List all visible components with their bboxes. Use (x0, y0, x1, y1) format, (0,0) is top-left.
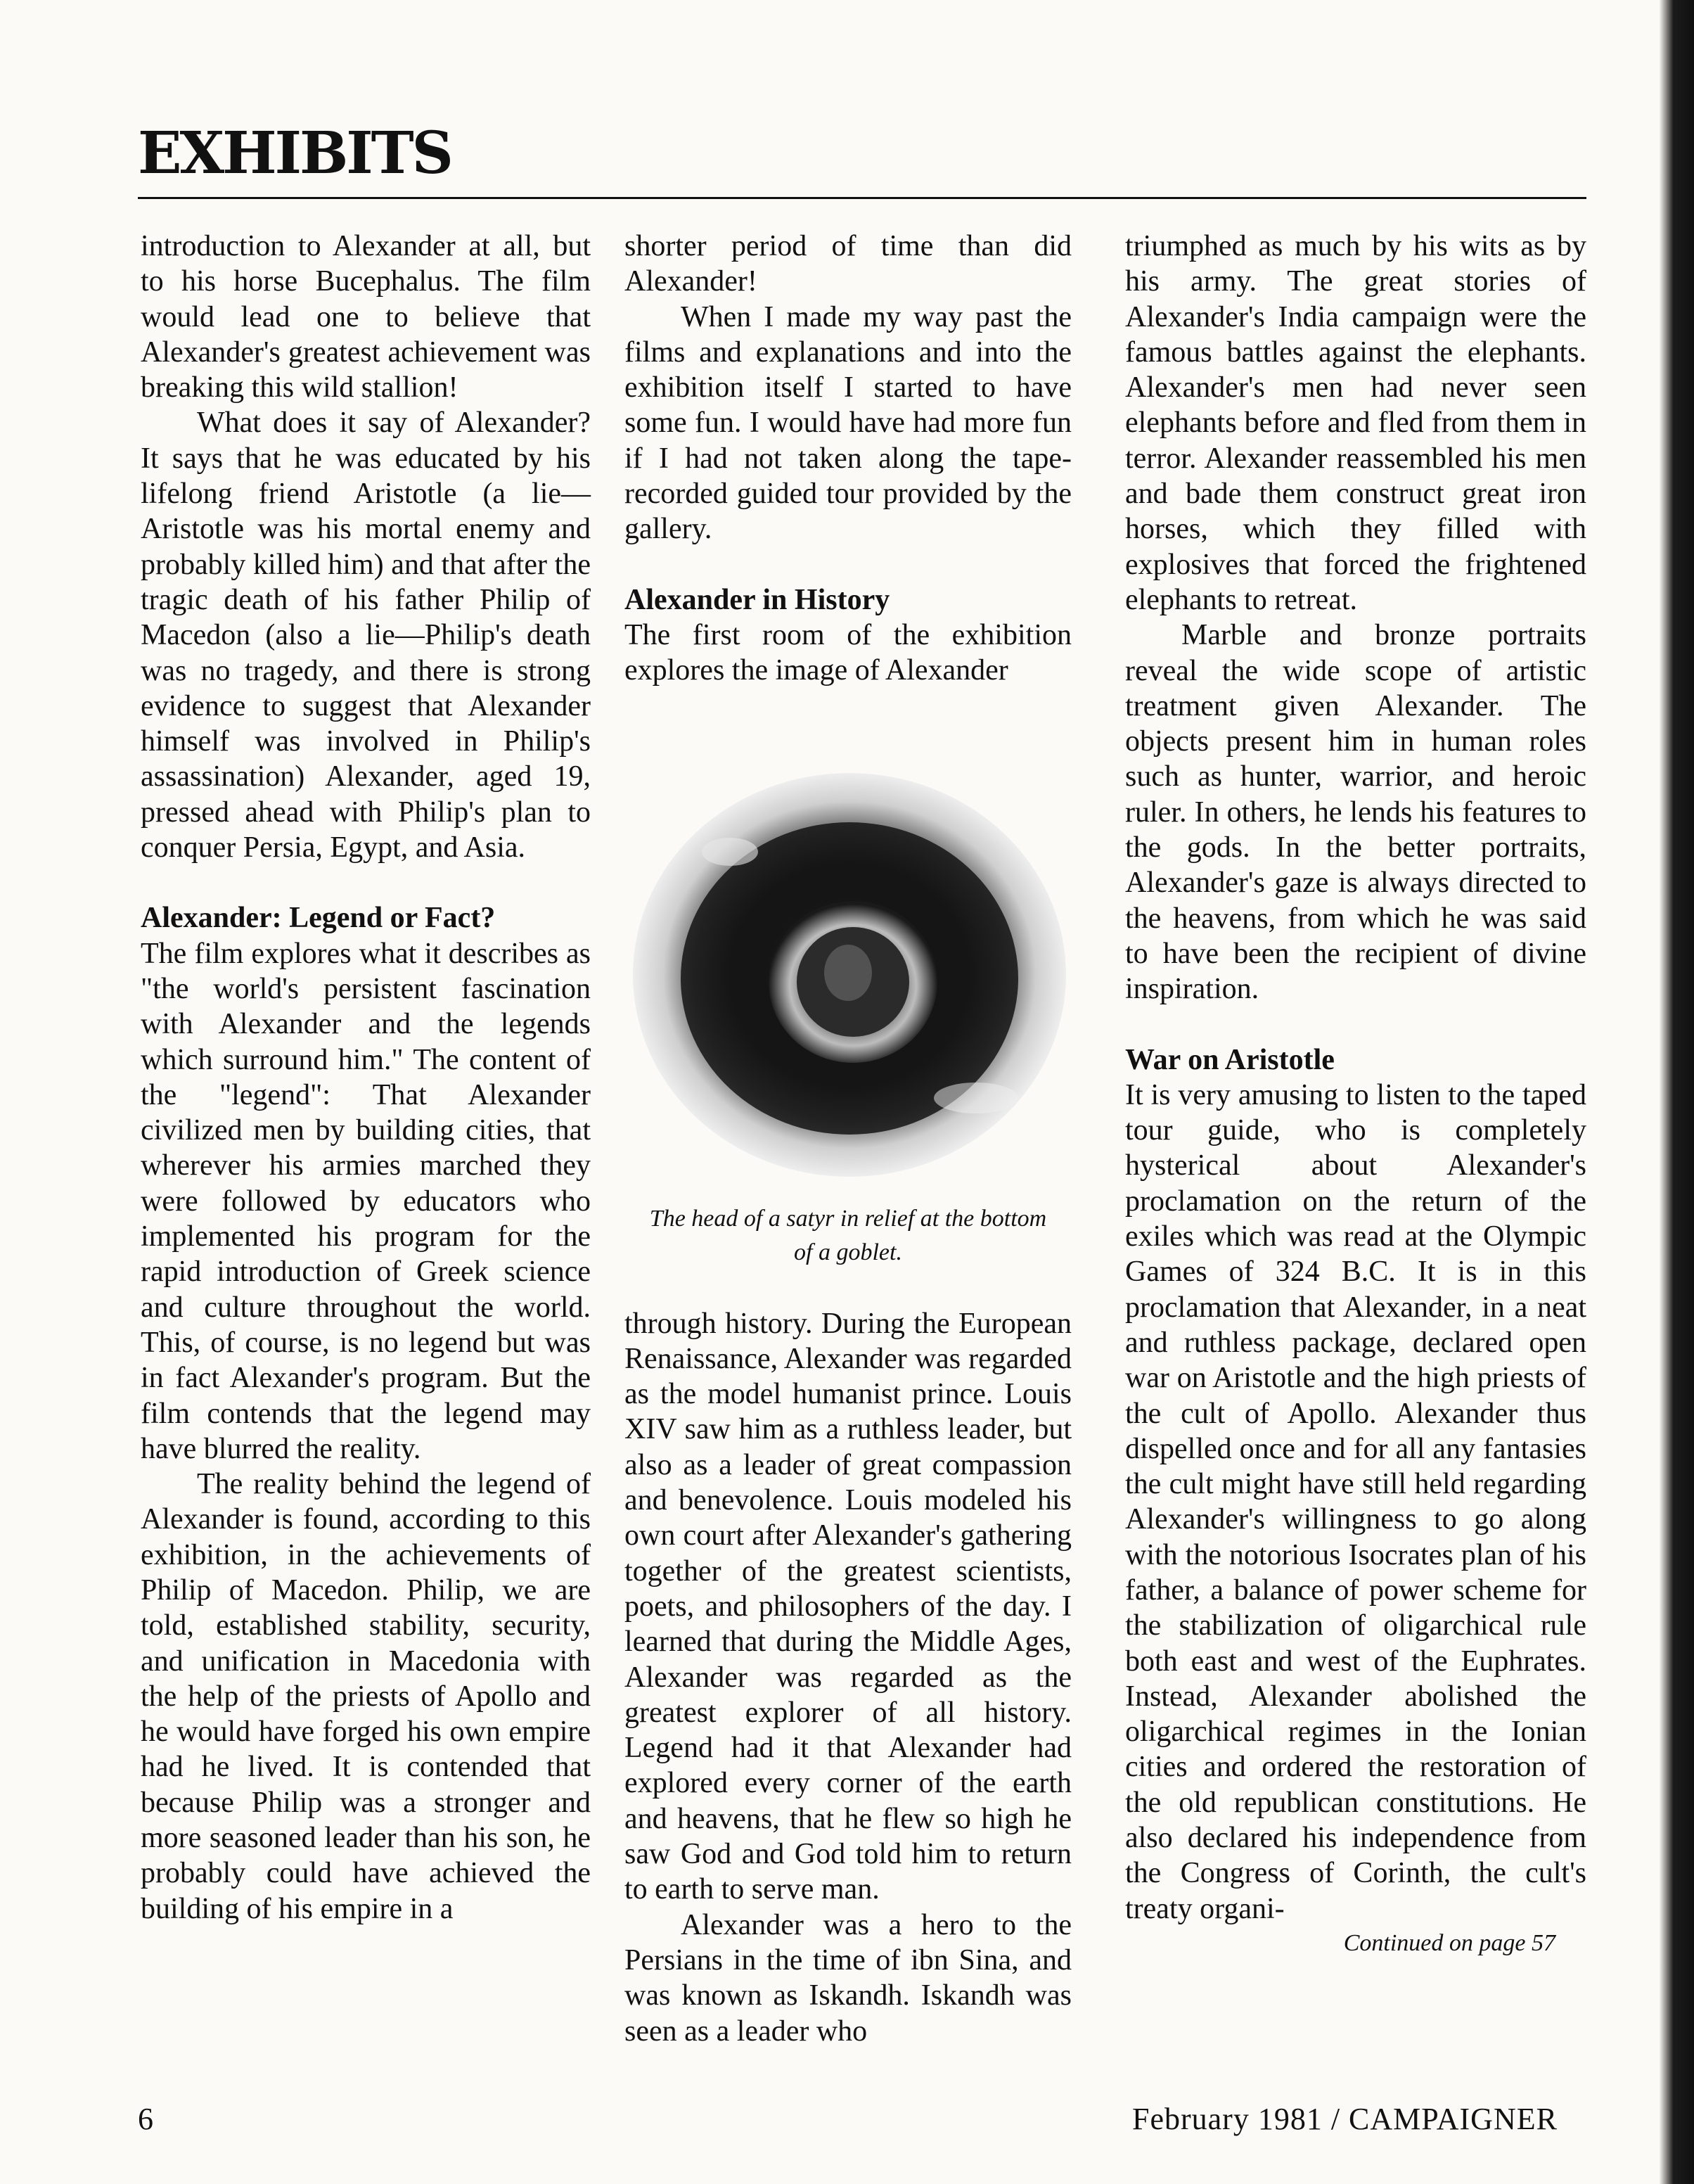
subheading: Alexander: Legend or Fact? (141, 902, 496, 935)
paragraph: The first room of the exhibition explores the image of Alexander (624, 618, 1072, 687)
paragraph: triumphed as much by his wits as by his army. The great stories of Alexander's India campaign were the famous battles against the elephants. Alexander's men had never seen elephants before and fled from them in terror. Alexander reassembled his men and bade them construct great iron horses, which they filled with explosives that forced the frightened elephants to retreat. (1125, 230, 1586, 616)
section-title: EXHIBITS (138, 120, 451, 187)
paragraph: shorter period of time than did Alexander! (624, 230, 1072, 298)
paragraph: introduction to Alexander at all, but to his horse Bucephalus. The film would lead one to believe that Alexander's greatest achievement was breaking this wild stallion! (141, 230, 591, 404)
goblet-figure (624, 767, 1072, 1270)
column-2 (624, 229, 1072, 2049)
paragraph: through history. During the European Renaissance, Alexander was regarded as the model humanist prince. Louis XIV saw him as a ruthless leader, but also as a leader of great compassion and benevolence. Louis modeled his own court after Alexander's gathering together of the greatest scientists, poets, and philosophers of the day. I learned that during the Middle Ages, Alexander was regarded as the greatest explorer of all history. Legend had it that Alexander had explored every corner of the earth and heavens, that he flew so high he saw God and God told him to return to earth to serve man. (624, 1307, 1072, 1906)
goblet-photo (624, 767, 1074, 1182)
paragraph: Alexander was a hero to the Persians in the time of ibn Sina, and was known as Iskandh. Iskandh was seen as a leader who (624, 1908, 1072, 2048)
figure-caption: The head of a satyr in relief at the bottom of a goblet. (649, 1205, 1047, 1265)
paragraph: Marble and bronze portraits reveal the wide scope of artistic treatment given Alexander. The objects present him in human roles such as hunter, warrior, and heroic ruler. In others, he lends his features to the gods. In the better portraits, Alexander's gaze is always directed to the heavens, from which he was said to have been the recipient of divine inspiration. (1125, 619, 1586, 1006)
column-3 (1125, 229, 1586, 1960)
title-rule (138, 197, 1586, 199)
subheading: Alexander in History (624, 583, 890, 616)
footer-masthead: February 1981 / CAMPAIGNER (1132, 2102, 1558, 2136)
subheading: War on Aristotle (1125, 1043, 1335, 1076)
column-1 (141, 229, 591, 1927)
paragraph: The reality behind the legend of Alexander is found, according to this exhibition, in the achievements of Philip of Macedon. Philip, we are told, established stability, security, and unification in Macedonia with the help of the priests of Apollo and he would have forged his own empire had he lived. It is contended that because Philip was a stronger and more seasoned leader than his son, he probably could have achieved the building of his empire in a (141, 1468, 591, 1925)
paragraph: When I made my way past the films and explanations and into the exhibition itself I started to have some fun. I would have had more fun if I had not taken along the tape-recorded guided tour provided by the gallery. (624, 300, 1072, 546)
scan-edge-shadow (1660, 0, 1694, 2184)
paragraph: It is very amusing to listen to the taped tour guide, who is completely hysterical about Alexander's proclamation on the return of the exiles which was read at the Olympic Games of 324 B.C. It is in this proclamation that Alexander, in a neat and ruthless package, declared open war on Aristotle and the high priests of the cult of Apollo. Alexander thus dispelled once and for all any fantasies the cult might have still held regarding Alexander's willingness to go along with the notorious Isocrates plan of his father, a balance of power scheme for the stabilization of oligarchical rule both east and west of the Euphrates. Instead, Alexander abolished the oligarchical regimes in the Ionian cities and ordered the restoration of the old republican constitutions. He also declared his independence from the Congress of Corinth, the cult's treaty organi- (1125, 1078, 1586, 1925)
page-number: 6 (138, 2102, 153, 2136)
continued-note: Continued on page 57 (1343, 1929, 1555, 1956)
paragraph: The film explores what it describes as "the world's persistent fascination with Alexander and the legends which surround him." The content of the "legend": That Alexander civilized men by building cities, that wherever his armies marched they were followed by educators who implemented his program for the rapid introduction of Greek science and culture throughout the world. This, of course, is no legend but was in fact Alexander's program. But the film contends that the legend may have blurred the reality. (141, 937, 591, 1465)
paragraph: What does it say of Alexander? It says that he was educated by his lifelong friend Aristotle (a lie—Aristotle was his mortal enemy and probably killed him) and that after the tragic death of his father Philip of Macedon (also a lie—Philip's death was no tragedy, and there is strong evidence to suggest that Alexander himself was involved in Philip's assassination) Alexander, aged 19, pressed ahead with Philip's plan to conquer Persia, Egypt, and Asia. (141, 407, 591, 864)
